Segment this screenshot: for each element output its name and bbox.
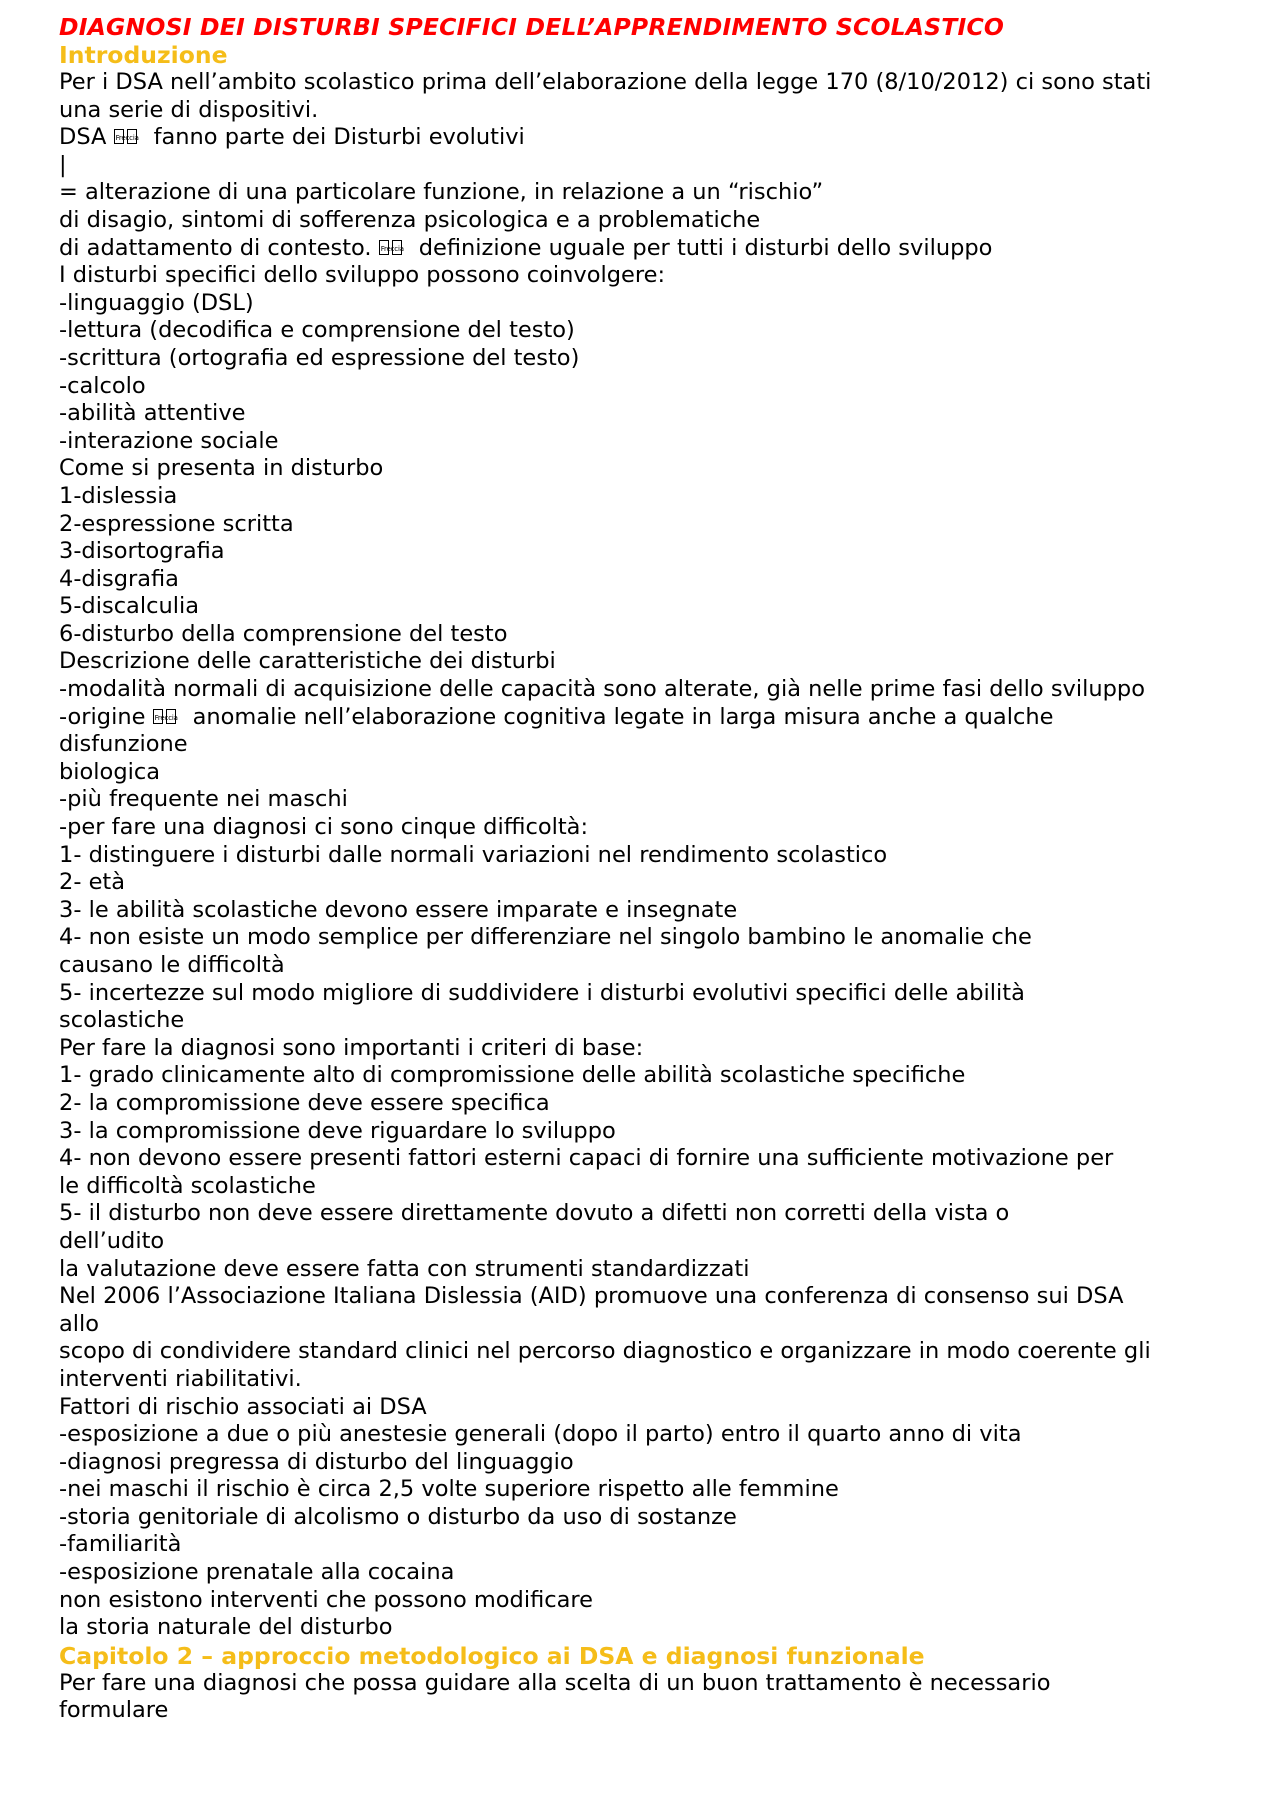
text-segment: -origine: [59, 703, 153, 730]
text-line: formulare: [59, 1697, 169, 1724]
text-line: una serie di dispositivi.: [59, 96, 319, 123]
arrow-icon: Freccia: [379, 236, 417, 258]
list-item: -più frequente nei maschi: [59, 786, 348, 813]
text-segment: definizione uguale per tutti i disturbi dello sviluppo: [418, 234, 993, 261]
paragraph-block-2: [59, 179, 1229, 234]
paragraph-block-3: [59, 262, 1229, 704]
text-segment: DSA: [59, 124, 114, 151]
text-line: la valutazione deve essere fatta con strumenti standardizzati: [59, 1255, 750, 1282]
list-item: -storia genitoriale di alcolismo o disturbo da uso di sostanze: [59, 1503, 737, 1530]
list-item: 4- non devono essere presenti fattori esterni capaci di fornire una sufficiente motivazione per: [59, 1145, 1114, 1172]
list-item: 4-disgrafia: [59, 565, 179, 592]
document-title: DIAGNOSI DEI DISTURBI SPECIFICI DELL’APPRENDIMENTO SCOLASTICO: [59, 13, 1005, 41]
paragraph-block-1: [59, 69, 1229, 124]
text-line: Descrizione delle caratteristiche dei disturbi: [59, 648, 556, 675]
list-item: -per fare una diagnosi ci sono cinque difficoltà:: [59, 814, 589, 841]
text-line: Per i DSA nell’ambito scolastico prima dell’elaborazione della legge 170 (8/10/2012) ci sono stati: [59, 69, 1152, 95]
paragraph-block-5: [59, 1670, 1229, 1725]
list-item: -linguaggio (DSL): [59, 289, 254, 316]
list-item: -scrittura (ortografia ed espressione del testo): [59, 344, 580, 371]
arrow-icon: Freccia: [114, 125, 152, 147]
arrow-icon: Freccia: [153, 705, 191, 727]
list-item: 3- le abilità scolastiche devono essere imparate e insegnate: [59, 896, 738, 923]
text-line: = alterazione di una particolare funzione, in relazione a un “rischio”: [59, 179, 824, 206]
list-item: -diagnosi pregressa di disturbo del linguaggio: [59, 1448, 574, 1475]
text-line: le difficoltà scolastiche: [59, 1172, 316, 1199]
list-item: 2- la compromissione deve essere specifica: [59, 1089, 550, 1116]
text-line: non esistono interventi che possono modificare: [59, 1586, 594, 1613]
list-item: 5- il disturbo non deve essere direttamente dovuto a difetti non corretti della vista o: [59, 1200, 1010, 1227]
list-item: 5-discalculia: [59, 593, 200, 620]
text-line: scolastiche: [59, 1007, 185, 1034]
text-segment: fanno parte dei Disturbi evolutivi: [153, 124, 525, 151]
list-item: 6-disturbo della comprensione del testo: [59, 620, 508, 647]
origine-line: [59, 704, 1229, 732]
text-line: disfunzione: [59, 731, 188, 758]
list-item: 4- non esiste un modo semplice per differenziare nel singolo bambino le anomalie che: [59, 924, 1032, 951]
list-item: -modalità normali di acquisizione delle capacità sono alterate, già nelle prime fasi dello sviluppo: [59, 676, 1145, 703]
list-item: -esposizione prenatale alla cocaina: [59, 1559, 455, 1586]
text-line: Per fare la diagnosi sono importanti i criteri di base:: [59, 1034, 644, 1061]
list-item: -abilità attentive: [59, 400, 246, 427]
section-heading-introduzione: Introduzione: [59, 41, 228, 69]
list-item: 1- distinguere i disturbi dalle normali variazioni nel rendimento scolastico: [59, 841, 888, 868]
text-line: I disturbi specifici dello sviluppo possono coinvolgere:: [59, 262, 666, 289]
list-item: -nei maschi il rischio è circa 2,5 volte superiore rispetto alle femmine: [59, 1476, 839, 1503]
list-item: -esposizione a due o più anestesie generali (dopo il parto) entro il quarto anno di vita: [59, 1421, 1022, 1448]
text-line: Nel 2006 l’Associazione Italiana Dislessia (AID) promuove una conferenza di consenso sui DSA: [59, 1283, 1124, 1310]
text-line: biologica: [59, 758, 161, 785]
list-item: 3-disortografia: [59, 538, 225, 565]
list-item: 1-dislessia: [59, 482, 178, 509]
list-item: 1- grado clinicamente alto di compromissione delle abilità scolastiche specifiche: [59, 1062, 966, 1089]
text-line: dell’udito: [59, 1227, 165, 1254]
list-item: 2-espressione scritta: [59, 510, 294, 537]
list-item: -lettura (decodifica e comprensione del testo): [59, 317, 575, 344]
text-line: Per fare una diagnosi che possa guidare alla scelta di un buon trattamento è necessario: [59, 1669, 1051, 1696]
document-page: [59, 14, 1229, 1725]
text-line: causano le difficoltà: [59, 952, 285, 978]
text-line: allo: [59, 1310, 100, 1337]
list-item: 5- incertezze sul modo migliore di suddividere i disturbi evolutivi specifici delle abilità: [59, 979, 1025, 1006]
pipe-line: |: [59, 151, 67, 178]
paragraph-block-4: [59, 731, 1229, 1642]
text-line: la storia naturale del disturbo: [59, 1614, 393, 1641]
section-heading-capitolo-2: Capitolo 2 – approccio metodologico ai DSA e diagnosi funzionale: [59, 1641, 925, 1670]
list-item: 2- età: [59, 869, 126, 896]
text-line: Come si presenta in disturbo: [59, 455, 384, 482]
text-line: di disagio, sintomi di sofferenza psicologica e a problematiche: [59, 206, 761, 233]
text-line: interventi riabilitativi.: [59, 1365, 302, 1392]
text-segment: anomalie nell’elaborazione cognitiva legate in larga misura anche a qualche: [192, 703, 1054, 730]
list-item: -calcolo: [59, 372, 146, 399]
list-item: -interazione sociale: [59, 427, 279, 454]
text-line: scopo di condividere standard clinici nel percorso diagnostico e organizzare in modo coerente gli: [59, 1338, 1151, 1365]
adattamento-line: [59, 235, 1229, 263]
text-line: Fattori di rischio associati ai DSA: [59, 1393, 427, 1420]
list-item: -familiarità: [59, 1531, 182, 1558]
list-item: 3- la compromissione deve riguardare lo sviluppo: [59, 1117, 616, 1144]
text-segment: di adattamento di contesto.: [59, 234, 379, 261]
dsa-line: [59, 124, 1229, 152]
